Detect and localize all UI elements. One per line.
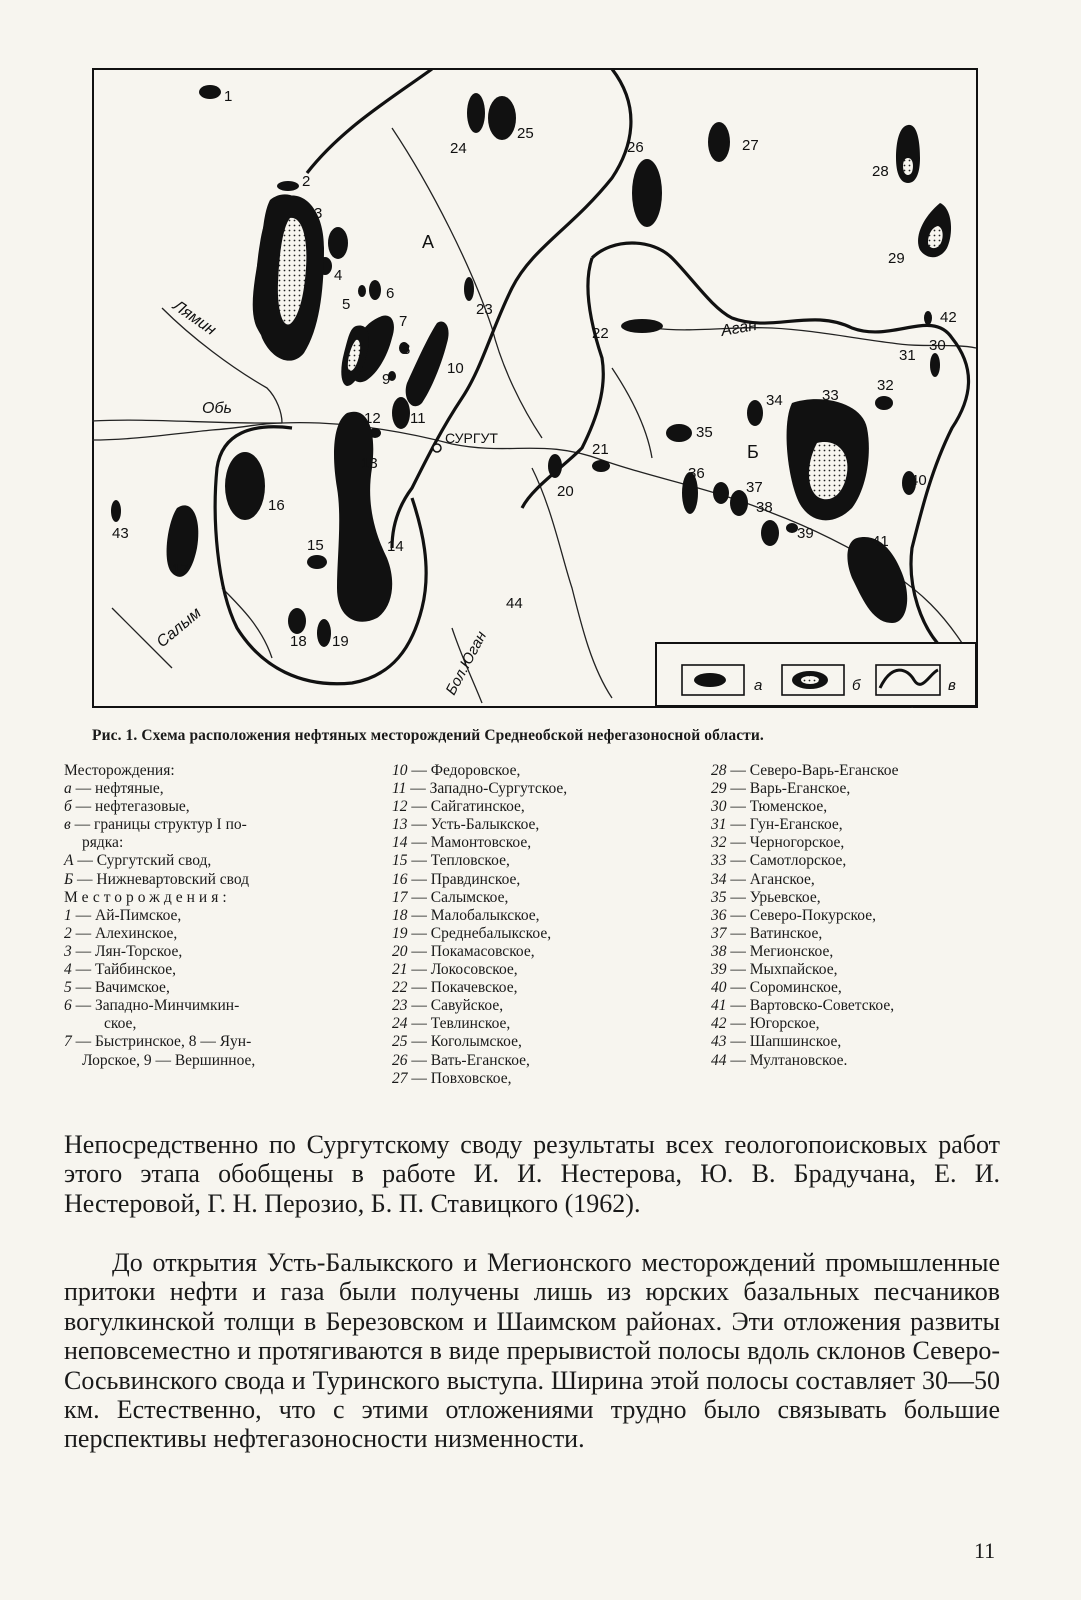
legend-entry-key: 32: [711, 834, 727, 852]
field-label: 30: [929, 337, 946, 354]
legend-entry-text: — Ай-Пимское,: [71, 906, 182, 924]
legend-entry: [64, 780, 384, 798]
legend-entry-text: — Вартовско-Советское,: [726, 997, 895, 1015]
field-label: 19: [332, 633, 349, 650]
legend-entry-key: 11: [392, 780, 407, 798]
region-b-label: Б: [747, 442, 759, 462]
field-label: 25: [517, 125, 534, 142]
field-label: 9: [382, 371, 391, 388]
key-v-label: в: [948, 677, 956, 694]
legend-entry: [64, 816, 384, 834]
legend-entry-text: — нефтегазовые,: [71, 798, 190, 816]
legend-entry-text: — Тайбинское,: [71, 961, 177, 979]
legend-entry-key: 24: [392, 1015, 408, 1033]
legend-entry-key: 15: [392, 852, 408, 870]
legend-entry: [711, 943, 1031, 961]
legend-entry: [64, 762, 384, 780]
legend-entry-key: 23: [392, 997, 408, 1015]
legend-entry-key: 6: [64, 997, 72, 1015]
field-label: 34: [766, 392, 783, 409]
field-label: 44: [506, 595, 523, 612]
field-label: 43: [112, 525, 129, 542]
legend-entry-text: — Быстринское, 8 — Яун-: [71, 1033, 252, 1051]
field-label: 38: [756, 499, 773, 516]
field-label: 31: [899, 347, 916, 364]
legend-entry-text: — Варь-Еганское,: [726, 780, 851, 798]
legend-entry-key: 38: [711, 942, 727, 960]
legend-entry-key: 12: [392, 798, 408, 816]
legend-entry-text: рядка:: [82, 834, 124, 852]
legend-entry: [64, 943, 384, 961]
legend-entry-key: 10: [392, 762, 408, 779]
legend-entry: [392, 925, 702, 943]
legend-entry-text: — Урьевское,: [726, 888, 821, 906]
legend-entry-text: — Черногорское,: [726, 834, 845, 852]
field-label: 27: [742, 137, 759, 154]
legend-entry-key: 3: [64, 942, 72, 960]
legend-entry-key: 14: [392, 834, 408, 852]
legend-entry: [64, 871, 384, 889]
oil-fields-map: [92, 68, 978, 708]
legend-entry-key: 25: [392, 1033, 408, 1051]
legend-entry-text: — Мултановское.: [726, 1051, 848, 1069]
legend-entry-key: 27: [392, 1069, 408, 1087]
legend-entry-text: — Правдинское,: [407, 870, 521, 888]
field-label: 16: [268, 497, 285, 514]
legend-entry: [64, 834, 384, 852]
field-label: 35: [696, 424, 713, 441]
legend-entry: [711, 834, 1031, 852]
legend-entry: [711, 852, 1031, 870]
legend-entry-key: 16: [392, 870, 408, 888]
legend-entry-text: — Аганское,: [726, 870, 815, 888]
legend-entry-text: — Гун-Еганское,: [726, 816, 843, 834]
legend-entry-key: Б: [64, 870, 74, 888]
legend-entry: [392, 834, 702, 852]
legend-entry-text: Месторождения:: [64, 888, 231, 906]
legend-entry-key: а: [64, 780, 72, 798]
legend-entry: [64, 997, 384, 1015]
legend-entry-text: — Вачимское,: [71, 979, 170, 997]
legend-entry-key: 33: [711, 852, 727, 870]
legend-column-3: [711, 762, 1031, 1070]
legend-entry-text: — Мегионское,: [726, 942, 834, 960]
legend-entry-key: 2: [64, 924, 72, 942]
legend-entry-text: — Северо-Покурское,: [726, 906, 876, 924]
legend-entry: [392, 997, 702, 1015]
legend-entry-text: — Покачевское,: [407, 979, 518, 997]
legend-entry-key: 18: [392, 906, 408, 924]
field-label: 42: [940, 309, 957, 326]
legend-entry-key: 41: [711, 997, 727, 1015]
legend-entry-text: — Тюменское,: [726, 798, 828, 816]
legend-entry: [711, 798, 1031, 816]
legend-entry-key: 22: [392, 979, 408, 997]
oil-field-symbol: [694, 673, 726, 687]
legend-entry-text: — Коголымское,: [407, 1033, 522, 1051]
legend-entry-text: — Шапшинское,: [726, 1033, 842, 1051]
legend-entry-key: в: [64, 816, 71, 834]
field-label: 18: [290, 633, 307, 650]
field-label: 3: [314, 205, 323, 222]
legend-entry-key: 13: [392, 816, 408, 834]
legend-entry: [64, 889, 384, 907]
river-salym-label: Салым: [153, 604, 205, 652]
legend-entry: [392, 1033, 702, 1051]
legend-entry: [392, 1070, 702, 1088]
legend-entry-text: — Локосовское,: [407, 961, 518, 979]
legend-entry-text: — Тепловское,: [407, 852, 510, 870]
legend-entry-text: — Нижневартовский свод: [73, 870, 250, 888]
legend-entry-text: — Сургутский свод,: [73, 852, 212, 870]
legend-entry-key: 39: [711, 961, 727, 979]
legend-entry-key: 37: [711, 924, 727, 942]
legend-entry-key: 35: [711, 888, 727, 906]
legend-entry-text: — Вать-Еганское,: [407, 1051, 530, 1069]
field-label: 13: [361, 455, 378, 472]
legend-entry: [392, 852, 702, 870]
legend-entry: [392, 780, 702, 798]
field-label: 21: [592, 441, 609, 458]
river-ob-label: Обь: [202, 400, 232, 417]
legend-entry-text: — Ватинское,: [726, 924, 823, 942]
legend-entry-text: — Югорское,: [726, 1015, 820, 1033]
field-label: 4: [334, 267, 343, 284]
legend-entry: [711, 871, 1031, 889]
paragraph-2: До открытия Усть-Балыкского и Мегионского месторождений промышленные притоки нефти и газа были получены лишь из юрских базальных песчаников вогулкинской толщи в Березовском и Шаимском районах. Эти отложения развиты неповсеместно и протягиваются в виде прерывистой полосы вдоль склонов Северо-Сосьвинского свода и Туринского выступа. Ширина этой полосы составляет 30—50 км. Естественно, что с этими отложениями трудно было связывать большие перспективы нефтегазоносности низменности.: [64, 1248, 1000, 1454]
city-marker: [433, 444, 441, 452]
map-frame: [93, 69, 977, 707]
legend-entry-key: 20: [392, 942, 408, 960]
legend-entry: [711, 925, 1031, 943]
legend-entry: [711, 1033, 1031, 1051]
field-label: 26: [627, 139, 644, 156]
legend-entry: [711, 997, 1031, 1015]
legend-entry-text: — Западно-Минчимкин-: [71, 997, 240, 1015]
field-label: 24: [450, 140, 467, 157]
legend-entry: [711, 979, 1031, 997]
legend-entry-key: 28: [711, 762, 727, 779]
legend-column-2: [392, 762, 702, 1088]
legend-entry-text: — Северо-Варь-Еганское: [726, 762, 899, 779]
field-label: 22: [592, 325, 609, 342]
legend-entry-text: — Покамасовское,: [407, 942, 535, 960]
legend-entry-key: 5: [64, 979, 72, 997]
legend-entry: [64, 798, 384, 816]
field-label: 15: [307, 537, 324, 554]
legend-entry-key: 29: [711, 780, 727, 798]
legend-entry-text: — Мыхпайское,: [726, 961, 838, 979]
legend-entry-key: 30: [711, 798, 727, 816]
legend-entry-text: — Лян-Торское,: [71, 942, 183, 960]
legend-entry-text: — Тевлинское,: [407, 1015, 511, 1033]
field-label: 12: [364, 410, 381, 427]
field-label: 32: [877, 377, 894, 394]
river-agan-label: Аган: [719, 316, 759, 340]
legend-entry: [392, 889, 702, 907]
field-label: 10: [447, 360, 464, 377]
legend-entry: [392, 816, 702, 834]
field-label: 5: [342, 296, 351, 313]
field-label: 8: [402, 341, 411, 358]
field-label: 39: [797, 525, 814, 542]
field-label: 11: [410, 410, 426, 427]
legend-entry-key: 26: [392, 1051, 408, 1069]
legend-entry: [64, 925, 384, 943]
page-number: 11: [974, 1538, 996, 1563]
field-label: 40: [910, 472, 927, 489]
legend-column-1: [64, 762, 384, 1070]
legend-entry-key: 42: [711, 1015, 727, 1033]
legend-entry-text: — Федоровское,: [407, 762, 521, 779]
legend-entry: [392, 762, 702, 780]
field-label: 41: [872, 533, 889, 550]
legend-entry: [711, 889, 1031, 907]
paragraph-1: Непосредственно по Сургутскому своду результаты всех геологопоисковых работ этого этапа обобщены в работе И. И. Нестерова, Ю. В. Брадучана, Е. И. Нестеровой, Г. Н. Перозио, Б. П. Ставицкого (1962).: [64, 1130, 1000, 1218]
field-label: 37: [746, 479, 763, 496]
legend-entry-key: 43: [711, 1033, 727, 1051]
field-label: 7: [399, 313, 408, 330]
field-label: 33: [822, 387, 839, 404]
city-label: СУРГУТ: [445, 430, 498, 446]
legend-entry: [392, 798, 702, 816]
legend-entry-key: 34: [711, 870, 727, 888]
legend-entry: [711, 762, 1031, 780]
legend-entry-key: 7: [64, 1033, 72, 1051]
legend-entry: [711, 1015, 1031, 1033]
legend-entry-key: б: [64, 798, 72, 816]
field-label: 17: [172, 561, 189, 578]
legend-entry-key: 19: [392, 924, 408, 942]
legend-entry-text: Месторождения:: [64, 762, 175, 779]
legend-entry-text: — Усть-Балыкское,: [407, 816, 540, 834]
field-label: 20: [557, 483, 574, 500]
legend-entry: [392, 943, 702, 961]
legend-entry-text: — Малобалыкское,: [407, 906, 540, 924]
legend-entry-key: 44: [711, 1051, 727, 1069]
legend-entry: [64, 852, 384, 870]
field-label: 36: [688, 465, 705, 482]
key-a-label: а: [754, 677, 763, 694]
region-a-label: А: [422, 232, 435, 252]
legend-entry: [711, 961, 1031, 979]
legend-entry-text: ское,: [104, 1015, 137, 1033]
legend-entry: [64, 1033, 384, 1051]
field-label: 23: [476, 301, 493, 318]
legend-entry-text: — Самотлорское,: [726, 852, 847, 870]
legend-entry-key: 36: [711, 906, 727, 924]
legend-entry-text: — Повховское,: [407, 1069, 512, 1087]
legend-entry: [711, 907, 1031, 925]
legend-entry-key: 17: [392, 888, 408, 906]
legend-entry: [392, 961, 702, 979]
legend-entry-text: — Западно-Сургутское,: [406, 780, 568, 798]
legend-entry: [392, 1015, 702, 1033]
figure-caption: Рис. 1. Схема расположения нефтяных месторождений Среднеобской нефегазоносной области.: [92, 727, 764, 744]
legend-entry: [392, 871, 702, 889]
legend-entry-key: 4: [64, 961, 72, 979]
legend-entry: [711, 780, 1031, 798]
legend-entry-key: 1: [64, 906, 72, 924]
field-label: 6: [386, 285, 395, 302]
legend-entry-text: — Салымское,: [407, 888, 509, 906]
legend-entry-text: — Савуйское,: [407, 997, 504, 1015]
legend-entry: [711, 816, 1031, 834]
legend-entry-text: — Среднебалыкское,: [407, 924, 552, 942]
map-key: [656, 643, 976, 706]
legend-entry: [711, 1052, 1031, 1070]
field-label: 2: [302, 173, 311, 190]
legend-entry-text: — Мамонтовское,: [407, 834, 532, 852]
legend-entry: [392, 1052, 702, 1070]
river-bolyugan-label: Бол.Юган: [442, 628, 491, 698]
legend-entry-text: — Сайгатинское,: [407, 798, 525, 816]
legend-entry-text: — Сороминское,: [726, 979, 842, 997]
legend-entry-text: Лорское, 9 — Вершинное,: [82, 1051, 256, 1069]
legend-entry: [392, 907, 702, 925]
field-label: 14: [387, 538, 404, 555]
field-label: 28: [872, 163, 889, 180]
key-b-label: б: [852, 677, 861, 694]
legend-entry-key: 21: [392, 961, 408, 979]
field-label: 29: [888, 250, 905, 267]
legend-entry: [64, 1052, 384, 1070]
legend-entry-key: 31: [711, 816, 727, 834]
legend-entry: [392, 979, 702, 997]
legend-entry: [64, 961, 384, 979]
river-lyamin-label: Лямин: [169, 297, 219, 339]
field-label: 1: [224, 88, 233, 105]
legend-entry-text: — Алехинское,: [71, 924, 178, 942]
legend-entry: [64, 979, 384, 997]
legend-entry-text: — нефтяные,: [71, 780, 164, 798]
legend-entry-key: А: [64, 852, 74, 870]
legend-entry: [64, 1015, 384, 1033]
legend-entry-text: — границы структур I по-: [70, 816, 247, 834]
legend-entry: [64, 907, 384, 925]
legend-entry-key: 40: [711, 979, 727, 997]
